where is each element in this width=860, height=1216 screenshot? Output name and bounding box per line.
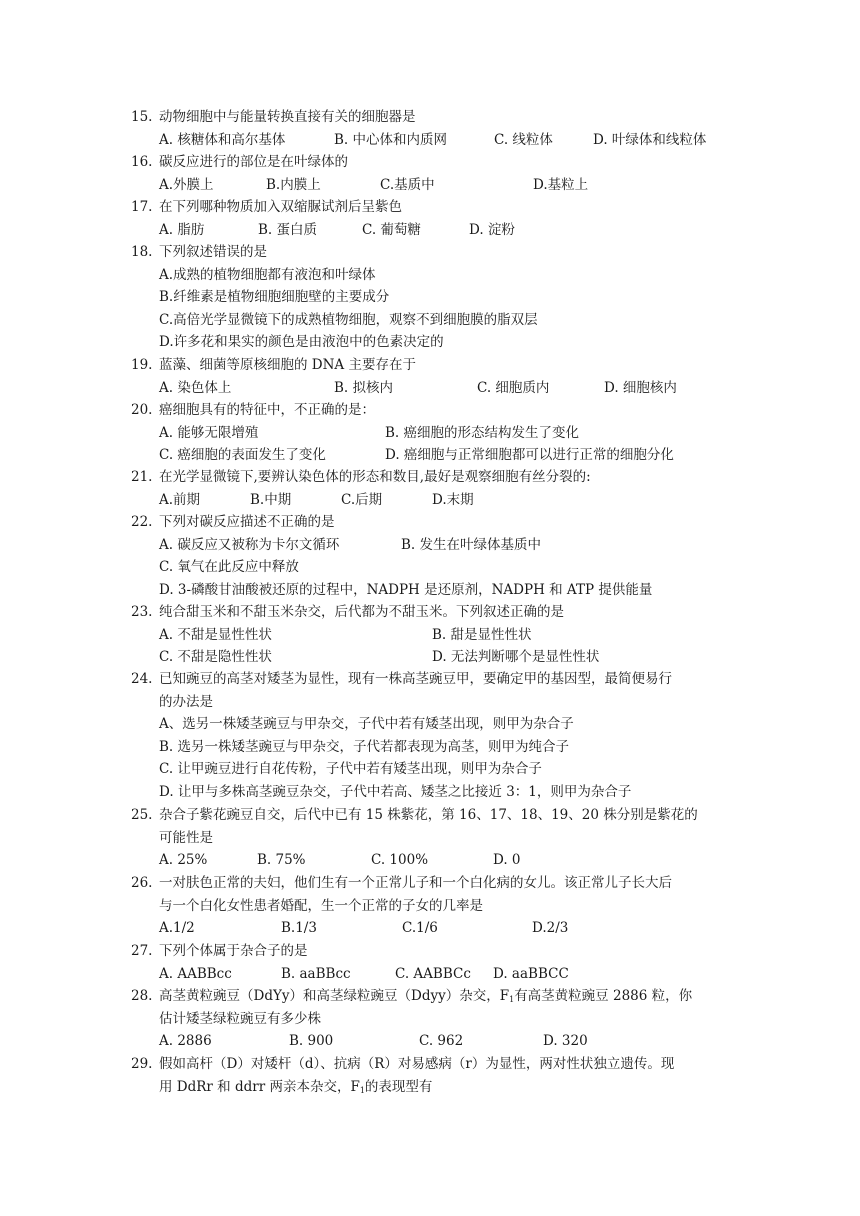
question-stem: 蓝藻、细菌等原核细胞的 DNA 主要存在于 — [159, 357, 416, 373]
option-a[interactable]: A. 不甜是显性性状 — [159, 626, 272, 643]
question-number: 19. — [131, 357, 153, 373]
option-d[interactable]: D. 0 — [493, 852, 521, 868]
question-stem: 纯合甜玉米和不甜玉米杂交，后代都为不甜玉米。下列叙述正确的是 — [159, 604, 564, 620]
options-row — [131, 219, 741, 242]
option-d[interactable]: D.末期 — [432, 491, 474, 508]
option-b[interactable]: B. 癌细胞的形态结构发生了变化 — [385, 424, 580, 441]
question-number: 17. — [131, 199, 153, 215]
options-row — [131, 444, 741, 467]
question-number: 21. — [131, 469, 153, 485]
option-a[interactable]: A.成熟的植物细胞都有液泡和叶绿体 — [159, 266, 376, 283]
option-c[interactable]: C. 让甲豌豆进行自花传粉，子代中若有矮茎出现，则甲为杂合子 — [159, 761, 542, 777]
question-22 — [131, 511, 741, 601]
question-15 — [131, 106, 741, 151]
option-b[interactable]: B. 蛋白质 — [258, 221, 318, 238]
option-a[interactable]: A.1/2 — [159, 920, 195, 936]
question-20 — [131, 399, 741, 467]
question-23 — [131, 601, 741, 669]
question-number: 20. — [131, 402, 153, 418]
question-24 — [131, 668, 741, 803]
options-row — [131, 534, 741, 557]
question-stem-continued: 可能性是 — [159, 829, 213, 846]
question-number: 22. — [131, 514, 153, 530]
option-c[interactable]: C. 氧气在此反应中释放 — [159, 559, 299, 575]
option-d[interactable]: D. aaBBCC — [493, 965, 569, 982]
question-stem: 已知豌豆的高茎对矮茎为显性，现有一株高茎豌豆甲，要确定甲的基因型，最简便易行 — [159, 671, 672, 687]
question-number: 25. — [131, 807, 153, 823]
option-c[interactable]: C.高倍光学显微镜下的成熟植物细胞，观察不到细胞膜的脂双层 — [159, 311, 538, 328]
options-row — [131, 129, 741, 152]
question-16 — [131, 151, 741, 196]
question-stem: 在下列哪种物质加入双缩脲试剂后呈紫色 — [159, 199, 402, 215]
option-d[interactable]: D. 叶绿体和线粒体 — [593, 131, 707, 148]
option-c[interactable]: C.1/6 — [402, 920, 438, 936]
stem-text: 的表现型有 — [364, 1078, 433, 1095]
option-c[interactable]: C. 962 — [419, 1033, 464, 1049]
option-a[interactable]: A. 染色体上 — [159, 379, 232, 396]
option-c[interactable]: C. 100% — [371, 852, 429, 868]
option-b[interactable]: B. 900 — [289, 1033, 334, 1049]
question-stem: 有高茎黄粒豌豆 2886 粒，你 — [514, 988, 693, 1004]
option-a[interactable]: A. 25% — [159, 852, 208, 868]
option-a[interactable]: A. 脂肪 — [159, 221, 205, 238]
option-a[interactable]: A. 2886 — [159, 1033, 212, 1049]
question-number: 15. — [131, 109, 153, 125]
stem-text: 用 DdRr 和 ddrr 两亲本杂交，F — [159, 1078, 360, 1095]
subscript: 1 — [509, 995, 515, 1004]
options-row — [131, 377, 741, 400]
options-row — [131, 963, 741, 986]
option-b[interactable]: B.纤维素是植物细胞细胞壁的主要成分 — [159, 289, 390, 305]
option-a[interactable]: A. 能够无限增殖 — [159, 424, 259, 441]
option-d[interactable]: D. 320 — [543, 1033, 588, 1049]
question-28 — [131, 985, 741, 1053]
options-row — [131, 489, 741, 512]
question-number: 23. — [131, 604, 153, 620]
option-c[interactable]: C. 不甜是隐性性状 — [159, 649, 272, 665]
question-stem: 一对肤色正常的夫妇，他们生有一个正常儿子和一个白化病的女儿。该正常儿子长大后 — [159, 875, 672, 891]
option-d[interactable]: D. 癌细胞与正常细胞都可以进行正常的细胞分化 — [385, 447, 674, 463]
question-stem-continued — [131, 1076, 741, 1099]
option-d[interactable]: D. 细胞核内 — [604, 379, 677, 396]
option-b[interactable]: B. 75% — [257, 852, 306, 868]
question-27 — [131, 940, 741, 985]
option-b[interactable]: B. 发生在叶绿体基质中 — [401, 536, 542, 553]
question-stem-continued: 与一个白化女性患者婚配，生一个正常的子女的几率是 — [159, 897, 483, 914]
option-b[interactable]: B. 中心体和内质网 — [334, 131, 448, 148]
question-number: 16. — [131, 154, 153, 170]
option-a[interactable]: A. AABBcc — [159, 965, 232, 982]
option-b[interactable]: B. 拟核内 — [334, 379, 394, 396]
question-number: 28. — [131, 988, 153, 1004]
question-stem-continued: 估计矮茎绿粒豌豆有多少株 — [159, 1010, 321, 1027]
question-stem: 高茎黄粒豌豆（DdYy）和高茎绿粒豌豆（Ddyy）杂交，F — [159, 988, 510, 1004]
question-number: 27. — [131, 943, 153, 959]
option-a[interactable]: A、选另一株矮茎豌豆与甲杂交，子代中若有矮茎出现，则甲为杂合子 — [159, 716, 574, 732]
option-a[interactable]: A.外膜上 — [159, 176, 214, 193]
question-21 — [131, 466, 741, 511]
question-18 — [131, 241, 741, 354]
question-19 — [131, 354, 741, 399]
option-b[interactable]: B. aaBBcc — [281, 965, 351, 982]
question-number: 24. — [131, 671, 153, 687]
question-stem: 碳反应进行的部位是在叶绿体的 — [159, 154, 348, 170]
option-c[interactable]: C.后期 — [341, 491, 383, 508]
options-row — [131, 646, 741, 669]
question-stem: 假如高杆（D）对矮杆（d）、抗病（R）对易感病（r）为显性，两对性状独立遗传。现 — [159, 1056, 675, 1072]
option-a[interactable]: A.前期 — [159, 491, 201, 508]
option-d[interactable]: D.许多花和果实的颜色是由液泡中的色素决定的 — [159, 334, 444, 350]
question-stem: 下列对碳反应描述不正确的是 — [159, 514, 335, 530]
options-row — [131, 174, 741, 197]
options-row — [131, 1030, 741, 1053]
option-b[interactable]: B.1/3 — [281, 920, 317, 936]
option-d[interactable]: D.2/3 — [532, 920, 569, 936]
question-number: 26. — [131, 875, 153, 891]
option-b[interactable]: B.中期 — [250, 491, 292, 508]
option-c[interactable]: C. 细胞质内 — [477, 379, 550, 396]
option-b[interactable]: B. 甜是显性性状 — [432, 626, 532, 643]
option-c[interactable]: C. 癌细胞的表面发生了变化 — [159, 447, 326, 463]
option-b[interactable]: B.内膜上 — [266, 176, 321, 193]
question-stem: 在光学显微镜下,要辨认染色体的形态和数目,最好是观察细胞有丝分裂的: — [159, 469, 591, 485]
option-d[interactable]: D. 淀粉 — [469, 221, 515, 238]
question-stem: 杂合子紫花豌豆自交，后代中已有 15 株紫花，第 16、17、18、19、20 株分别是紫花的 — [159, 807, 698, 823]
options-row — [131, 422, 741, 445]
options-row — [131, 849, 741, 872]
subscript: 1 — [359, 1085, 365, 1095]
question-stem: 动物细胞中与能量转换直接有关的细胞器是 — [159, 109, 416, 125]
question-stem-continued: 的办法是 — [159, 693, 213, 710]
option-d[interactable]: D. 让甲与多株高茎豌豆杂交，子代中若高、矮茎之比接近 3：1，则甲为杂合子 — [159, 783, 632, 800]
option-c[interactable]: C.基质中 — [380, 176, 435, 193]
options-row — [131, 624, 741, 647]
option-c[interactable]: C. AABBCc — [395, 965, 471, 982]
question-stem: 癌细胞具有的特征中，不正确的是： — [159, 402, 375, 418]
option-c[interactable]: C. 线粒体 — [494, 131, 553, 148]
option-a[interactable]: A. 碳反应又被称为卡尔文循环 — [159, 536, 340, 553]
question-26 — [131, 872, 741, 940]
options-row — [131, 917, 741, 940]
option-d[interactable]: D. 3-磷酸甘油酸被还原的过程中，NADPH 是还原剂，NADPH 和 ATP 提供能量 — [159, 581, 653, 598]
question-17 — [131, 196, 741, 241]
option-c[interactable]: C. 葡萄糖 — [362, 221, 421, 238]
question-25 — [131, 804, 741, 872]
question-stem: 下列叙述错误的是 — [159, 244, 267, 260]
option-d[interactable]: D. 无法判断哪个是显性性状 — [432, 649, 600, 665]
question-number: 18. — [131, 244, 153, 260]
option-a[interactable]: A. 核糖体和高尔基体 — [159, 131, 286, 148]
question-29 — [131, 1053, 741, 1098]
question-number: 29. — [131, 1056, 153, 1072]
question-stem: 下列个体属于杂合子的是 — [159, 943, 308, 959]
option-b[interactable]: B. 选另一株矮茎豌豆与甲杂交，子代若都表现为高茎，则甲为纯合子 — [159, 738, 570, 755]
option-d[interactable]: D.基粒上 — [533, 176, 589, 193]
